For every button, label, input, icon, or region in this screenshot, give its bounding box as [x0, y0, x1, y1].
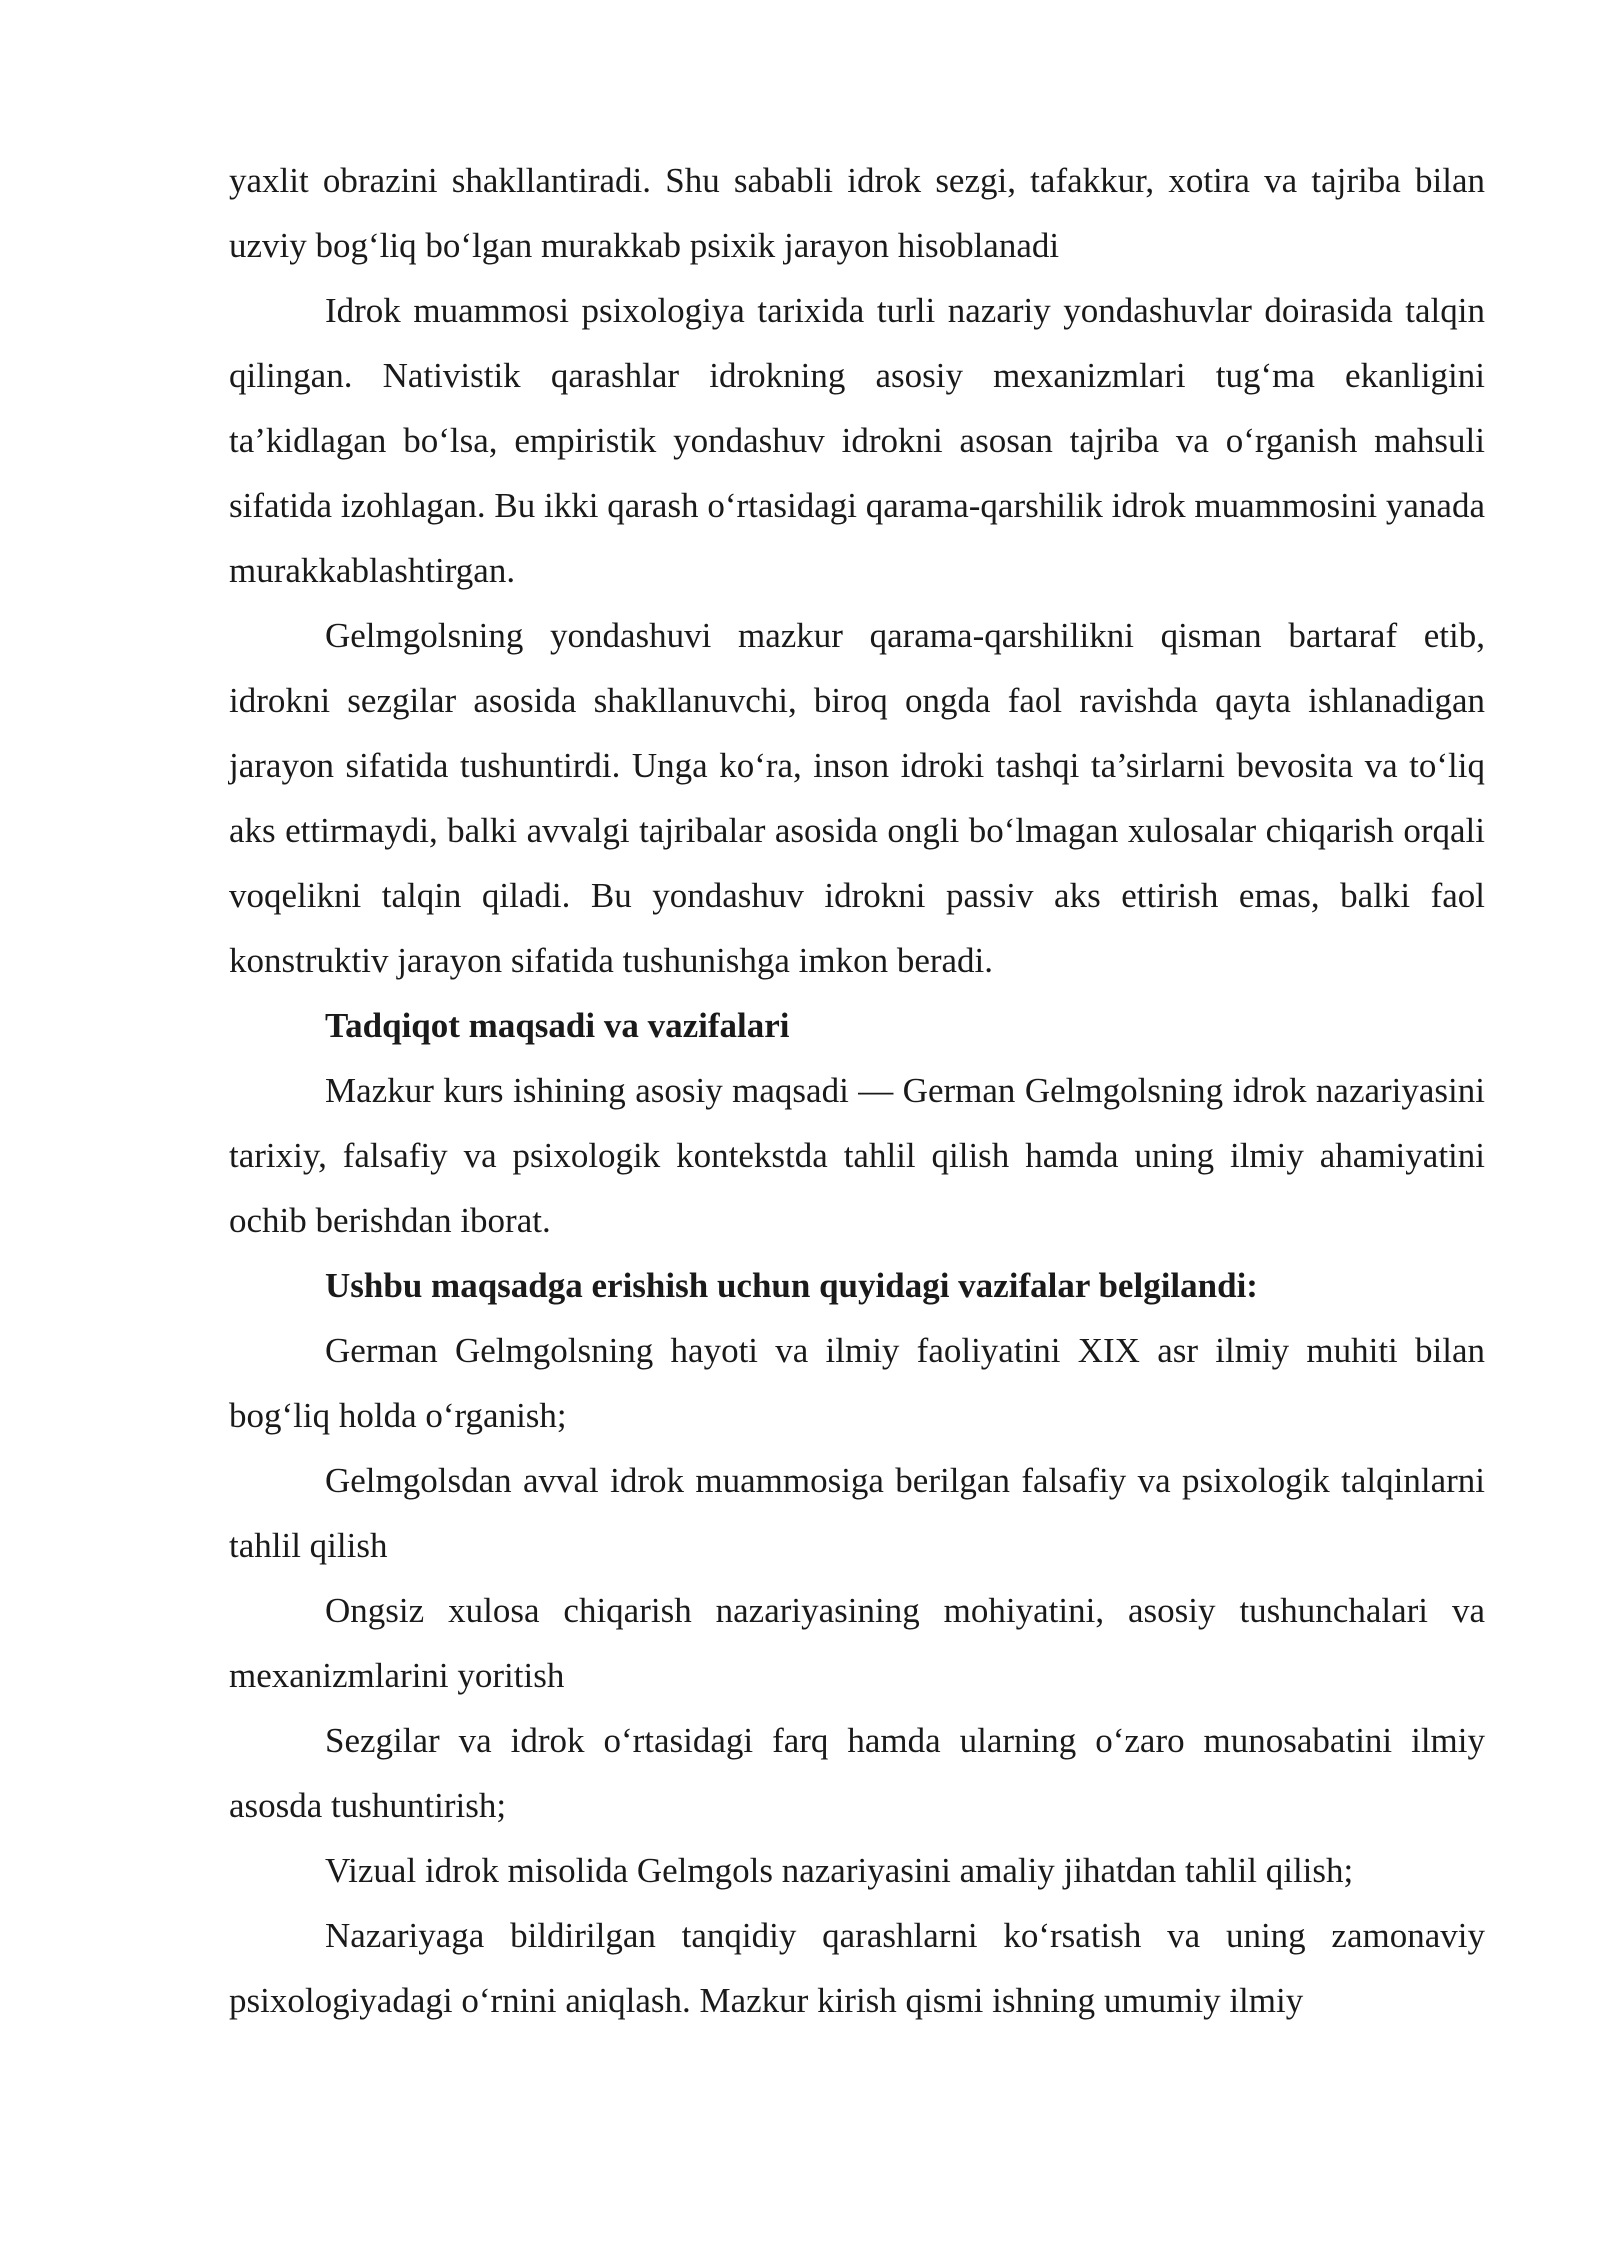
section-heading: Tadqiqot maqsadi va vazifalari — [325, 1006, 790, 1045]
task-item: Nazariyaga bildirilgan tanqidiy qarashlarni ko‘rsatish va uning zamonaviy psixologiyadagi o‘rnini aniqlash. Mazkur kirish qismi ishning umumiy ilmiy — [229, 1916, 1485, 2020]
task-item: German Gelmgolsning hayoti va ilmiy faoliyatini XIX asr ilmiy muhiti bilan bog‘liq holda o‘rganish; — [229, 1331, 1485, 1435]
paragraph: Mazkur kurs ishining asosiy maqsadi — German Gelmgolsning idrok nazariyasini tarixiy, falsafiy va psixologik kontekstda tahlil qilish hamda uning ilmiy ahamiyatini ochib berishdan iborat. — [229, 1071, 1485, 1240]
paragraph-continuation: yaxlit obrazini shakllantiradi. Shu sababli idrok sezgi, tafakkur, xotira va tajriba bilan uzviy bog‘liq bo‘lgan murakkab psixik jarayon hisoblanadi — [229, 161, 1485, 265]
tasks-heading: Ushbu maqsadga erishish uchun quyidagi vazifalar belgilandi: — [325, 1266, 1258, 1305]
task-item: Ongsiz xulosa chiqarish nazariyasining mohiyatini, asosiy tushunchalari va mexanizmlarini yoritish — [229, 1591, 1485, 1695]
task-item: Sezgilar va idrok o‘rtasidagi farq hamda ularning o‘zaro munosabatini ilmiy asosda tushuntirish; — [229, 1721, 1485, 1825]
paragraph: Idrok muammosi psixologiya tarixida turli nazariy yondashuvlar doirasida talqin qilingan. Nativistik qarashlar idrokning asosiy mexanizmlari tug‘ma ekanligini ta’kidlagan bo‘lsa, empiristik yondashuv idrokni asosan tajriba va o‘rganish mahsuli sifatida izohlagan. Bu ikki qarash o‘rtasidagi qarama-qarshilik idrok muammosini yanada murakkablashtirgan. — [229, 291, 1485, 590]
document-body — [229, 148, 1485, 2033]
task-item: Gelmgolsdan avval idrok muammosiga berilgan falsafiy va psixologik talqinlarni tahlil qilish — [229, 1461, 1485, 1565]
paragraph: Gelmgolsning yondashuvi mazkur qarama-qarshilikni qisman bartaraf etib, idrokni sezgilar asosida shakllanuvchi, biroq ongda faol ravishda qayta ishlanadigan jarayon sifatida tushuntirdi. Unga ko‘ra, inson idroki tashqi ta’sirlarni bevosita va to‘liq aks ettirmaydi, balki avvalgi tajribalar asosida ongli bo‘lmagan xulosalar chiqarish orqali voqelikni talqin qiladi. Bu yondashuv idrokni passiv aks ettirish emas, balki faol konstruktiv jarayon sifatida tushunishga imkon beradi. — [229, 616, 1485, 980]
task-item: Vizual idrok misolida Gelmgols nazariyasini amaliy jihatdan tahlil qilish; — [325, 1851, 1354, 1890]
